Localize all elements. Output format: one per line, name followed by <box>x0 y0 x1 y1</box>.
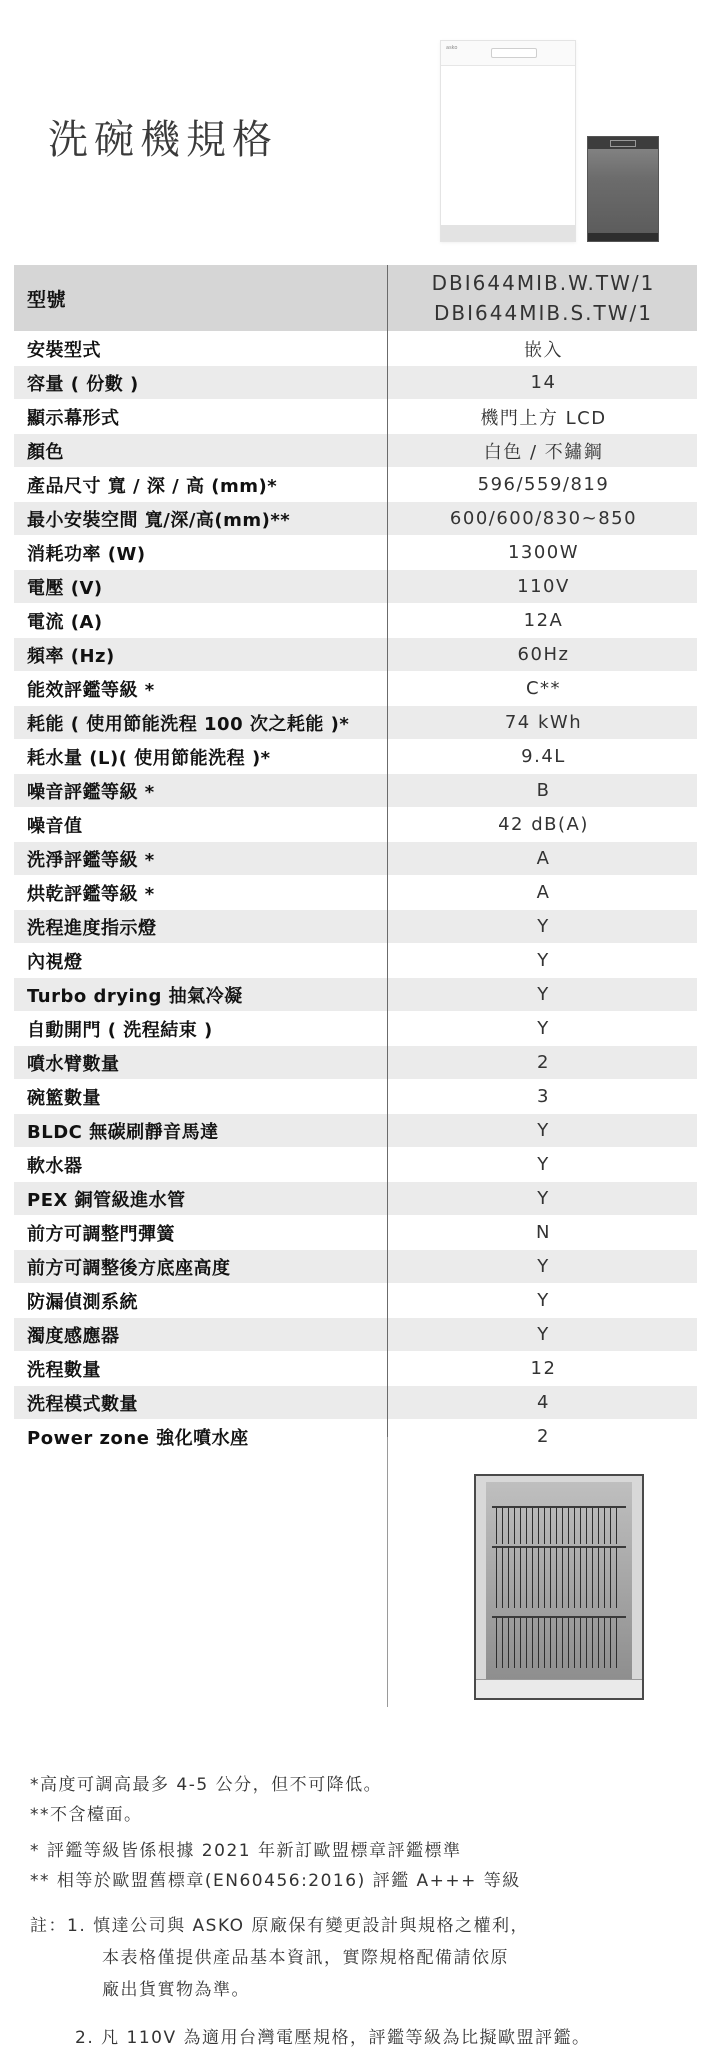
spec-label: Turbo drying 抽氣冷凝 <box>27 985 243 1007</box>
table-row <box>14 1250 697 1284</box>
rack-tine <box>520 1548 521 1608</box>
rack-tine <box>514 1618 515 1668</box>
rack-tine <box>544 1508 545 1544</box>
table-row <box>14 1420 697 1454</box>
spec-value: Y <box>537 950 550 971</box>
footnote-height: *高度可調高最多 4-5 公分，但不可降低。 <box>30 1775 383 1795</box>
rack-tine <box>586 1618 587 1668</box>
model-value-white: DBI644MIB.W.TW/1 <box>431 271 656 295</box>
spec-value: N <box>536 1222 551 1243</box>
control-panel <box>588 137 658 149</box>
rack-tine <box>586 1548 587 1608</box>
rack-tine <box>532 1548 533 1608</box>
table-row <box>14 740 697 774</box>
spec-label: PEX 銅管級進水管 <box>27 1189 186 1211</box>
spec-value: C** <box>525 678 562 699</box>
spec-label: 前方可調整門彈簧 <box>27 1223 175 1245</box>
spec-rows <box>14 332 697 1454</box>
rack-tine <box>610 1508 611 1544</box>
page-title: 洗碗機規格 <box>48 117 278 163</box>
table-row <box>14 978 697 1012</box>
footnote-rating-standard: * 評鑑等級皆係根據 2021 年新訂歐盟標章評鑑標準 <box>30 1841 462 1861</box>
spec-label: 能效評鑑等級 * <box>27 679 155 701</box>
rack-tine <box>556 1508 557 1544</box>
rack-tine <box>610 1548 611 1608</box>
spec-value: 1300W <box>507 542 580 563</box>
spec-label: 耗能 ( 使用節能洗程 100 次之耗能 )* <box>27 713 350 735</box>
door-handle <box>610 140 636 147</box>
spec-label: 碗籃數量 <box>27 1087 101 1109</box>
rack-tine <box>592 1548 593 1608</box>
table-row <box>14 1046 697 1080</box>
spec-value: 74 kWh <box>504 712 583 733</box>
brand-logo: asko <box>446 45 458 51</box>
spec-value: 9.4L <box>521 746 566 767</box>
table-row <box>14 1318 697 1352</box>
disclaimer-line-2: 本表格僅提供產品基本資訊，實際規格配備請依原 <box>102 1948 509 1968</box>
spec-label: BLDC 無碳刷靜音馬達 <box>27 1121 219 1143</box>
disclaimer <box>30 1910 591 2054</box>
rack-tine <box>526 1508 527 1544</box>
table-row <box>14 366 697 400</box>
rack-tine <box>592 1618 593 1668</box>
spec-value: 110V <box>517 576 570 597</box>
spec-label: 產品尺寸 寬 / 深 / 高 (mm)* <box>27 475 278 497</box>
table-row <box>14 910 697 944</box>
table-row <box>14 808 697 842</box>
table-row <box>14 1148 697 1182</box>
spec-label: 顯示幕形式 <box>27 407 120 429</box>
spec-value: B <box>536 780 551 801</box>
table-row <box>14 1284 697 1318</box>
table-row <box>14 332 697 366</box>
rack-tine <box>520 1618 521 1668</box>
rack-tine <box>496 1508 497 1544</box>
table-row <box>14 434 697 468</box>
kick-plate <box>588 233 658 241</box>
spec-value: Y <box>537 1154 550 1175</box>
spec-label: 洗程數量 <box>27 1359 101 1381</box>
dishwasher-steel-image <box>587 136 659 242</box>
rack-tine <box>538 1508 539 1544</box>
rack-tine <box>550 1508 551 1544</box>
rack-tine <box>514 1548 515 1608</box>
rack-tine <box>562 1618 563 1668</box>
spec-label: 容量 ( 份數 ) <box>27 373 139 395</box>
rack-tine <box>568 1548 569 1608</box>
model-value-steel: DBI644MIB.S.TW/1 <box>434 301 653 325</box>
spec-value: 白色 / 不鏽鋼 <box>483 441 604 463</box>
rack-tine <box>544 1618 545 1668</box>
spec-value: Y <box>537 1120 550 1141</box>
rack-tine <box>532 1508 533 1544</box>
disclaimer-item-2: 2. 凡 110V 為適用台灣電壓規格，評鑑等級為比擬歐盟評鑑。 <box>75 2028 591 2048</box>
rack-tine <box>598 1548 599 1608</box>
table-row <box>14 842 697 876</box>
spec-value: 2 <box>537 1426 550 1447</box>
rack-tine <box>556 1548 557 1608</box>
rack-tine <box>526 1548 527 1608</box>
rack-tine <box>502 1548 503 1608</box>
rack-tine <box>562 1548 563 1608</box>
table-row <box>14 944 697 978</box>
spec-label: 頻率 (Hz) <box>27 645 115 667</box>
spec-table <box>14 265 697 1454</box>
spec-value: 600/600/830~850 <box>449 508 638 529</box>
column-divider-bottom <box>387 1437 388 1707</box>
spec-value: Y <box>537 1188 550 1209</box>
column-divider <box>387 265 388 1437</box>
dishwasher-white-image <box>440 40 576 242</box>
rack-tine <box>586 1508 587 1544</box>
spec-value: 12 <box>530 1358 557 1379</box>
rack-tine <box>502 1508 503 1544</box>
table-row <box>14 672 697 706</box>
lower-rack <box>492 1616 626 1618</box>
rack-tine <box>526 1618 527 1668</box>
rack-tine <box>508 1508 509 1544</box>
spec-value: Y <box>537 1324 550 1345</box>
rack-tine <box>604 1508 605 1544</box>
spec-label: 耗水量 (L)( 使用節能洗程 )* <box>27 747 271 769</box>
rack-tine <box>520 1508 521 1544</box>
spec-value: 596/559/819 <box>477 474 610 495</box>
rack-tine <box>550 1548 551 1608</box>
spec-label: 顏色 <box>27 441 64 463</box>
rack-tine <box>616 1508 617 1544</box>
rack-tine <box>514 1508 515 1544</box>
footnote-old-label: ** 相等於歐盟舊標章(EN60456:2016) 評鑑 A+++ 等級 <box>30 1871 521 1891</box>
table-row <box>14 876 697 910</box>
spec-value: 2 <box>537 1052 550 1073</box>
table-row <box>14 1352 697 1386</box>
middle-rack <box>492 1546 626 1548</box>
rack-tine <box>508 1618 509 1668</box>
disclaimer-line-3: 廠出貨實物為準。 <box>102 1980 250 2000</box>
spec-value: 60Hz <box>517 644 570 665</box>
spec-label: 消耗功率 (W) <box>27 543 146 565</box>
table-row <box>14 604 697 638</box>
rack-tine <box>616 1548 617 1608</box>
rack-tine <box>496 1618 497 1668</box>
rack-tine <box>496 1548 497 1608</box>
rack-tine <box>502 1618 503 1668</box>
rack-tine <box>610 1618 611 1668</box>
rack-tine <box>544 1548 545 1608</box>
spec-label: 噪音值 <box>27 815 83 837</box>
rack-tine <box>580 1548 581 1608</box>
spec-label: 自動開門 ( 洗程結束 ) <box>27 1019 213 1041</box>
spec-value: 12A <box>523 610 564 631</box>
footnotes <box>30 1770 521 1896</box>
rack-tine <box>598 1618 599 1668</box>
rack-tine <box>508 1548 509 1608</box>
spec-label: 前方可調整後方底座高度 <box>27 1257 231 1279</box>
disclaimer-line-1: 註：1. 慎達公司與 ASKO 原廠保有變更設計與規格之權利， <box>30 1916 529 1936</box>
table-row <box>14 468 697 502</box>
rack-tine <box>556 1618 557 1668</box>
rack-tine <box>574 1548 575 1608</box>
table-row <box>14 1216 697 1250</box>
table-row <box>14 1114 697 1148</box>
spec-value: 14 <box>530 372 557 393</box>
rack-tine <box>538 1548 539 1608</box>
model-values <box>390 265 697 331</box>
spec-label: 電壓 (V) <box>27 577 103 599</box>
spec-label: 洗程模式數量 <box>27 1393 138 1415</box>
rack-tine <box>574 1618 575 1668</box>
rack-tine <box>574 1508 575 1544</box>
spec-value: 機門上方 LCD <box>480 407 607 429</box>
rack-tine <box>580 1618 581 1668</box>
spec-value: 嵌入 <box>524 339 563 361</box>
rack-tine <box>592 1508 593 1544</box>
rack-tine <box>604 1548 605 1608</box>
model-label: 型號 <box>27 288 67 311</box>
table-row <box>14 706 697 740</box>
spec-label: 電流 (A) <box>27 611 103 633</box>
door-bottom <box>476 1679 642 1698</box>
spec-label: 內視燈 <box>27 951 83 973</box>
door-handle <box>491 48 537 58</box>
control-panel <box>441 41 575 66</box>
spec-label: 噪音評鑑等級 * <box>27 781 155 803</box>
spec-value: Y <box>537 984 550 1005</box>
spec-value: Y <box>537 916 550 937</box>
rack-tine <box>568 1618 569 1668</box>
kick-plate <box>441 225 575 241</box>
spec-value: Y <box>537 1018 550 1039</box>
table-row <box>14 502 697 536</box>
rack-tine <box>616 1618 617 1668</box>
dishwasher-interior-image <box>474 1474 644 1700</box>
table-row <box>14 400 697 434</box>
table-row <box>14 1080 697 1114</box>
spec-label: 防漏偵測系統 <box>27 1291 138 1313</box>
table-row <box>14 1386 697 1420</box>
spec-label: 安裝型式 <box>27 339 101 361</box>
table-row <box>14 774 697 808</box>
rack-tine <box>562 1508 563 1544</box>
spec-value: 3 <box>537 1086 550 1107</box>
spec-label: 濁度感應器 <box>27 1325 120 1347</box>
spec-label: 最小安裝空間 寬/深/高(mm)** <box>27 509 291 531</box>
spec-value: A <box>536 882 551 903</box>
spec-label: 洗淨評鑑等級 * <box>27 849 155 871</box>
spec-label: 烘乾評鑑等級 * <box>27 883 155 905</box>
footnote-countertop: **不含檯面。 <box>30 1805 143 1825</box>
rack-tine <box>604 1618 605 1668</box>
spec-label: Power zone 強化噴水座 <box>27 1427 249 1449</box>
rack-tine <box>598 1508 599 1544</box>
table-header-row <box>14 265 697 332</box>
upper-rack <box>492 1506 626 1508</box>
spec-value: Y <box>537 1256 550 1277</box>
spec-value: 42 dB(A) <box>498 814 589 835</box>
spec-value: A <box>536 848 551 869</box>
rack-tine <box>550 1618 551 1668</box>
rack-tine <box>580 1508 581 1544</box>
spec-label: 噴水臂數量 <box>27 1053 120 1075</box>
table-row <box>14 638 697 672</box>
table-row <box>14 536 697 570</box>
rack-tine <box>532 1618 533 1668</box>
spec-value: Y <box>537 1290 550 1311</box>
rack-tine <box>538 1618 539 1668</box>
spec-label: 軟水器 <box>27 1155 83 1177</box>
table-row <box>14 1182 697 1216</box>
table-row <box>14 1012 697 1046</box>
rack-tine <box>568 1508 569 1544</box>
spec-value: 4 <box>537 1392 550 1413</box>
spec-label: 洗程進度指示燈 <box>27 917 157 939</box>
table-row <box>14 570 697 604</box>
